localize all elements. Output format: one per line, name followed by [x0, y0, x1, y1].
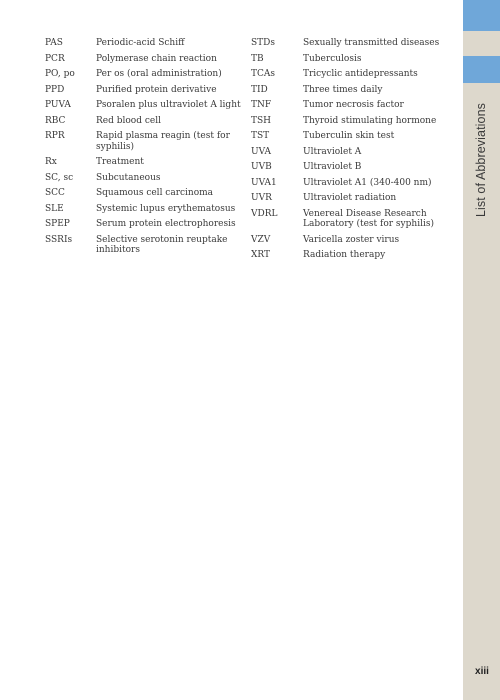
abbreviation-entry: [251, 116, 461, 127]
abbreviation-entry: [45, 100, 250, 111]
abbreviation-list-right: [251, 38, 461, 266]
abbreviation: SSRIs: [45, 234, 73, 245]
abbreviation-definition: Serum protein electrophoresis: [96, 219, 236, 229]
abbreviation-definition: Periodic-acid Schiff: [96, 38, 185, 48]
abbreviation: TCAs: [251, 69, 276, 79]
abbreviation-entry: [251, 54, 461, 65]
abbreviation-definition: Three times daily: [303, 84, 383, 95]
abbreviation-definition: Rapid plasma reagin (test for syphilis): [96, 131, 230, 152]
abbreviation: XRT: [251, 250, 271, 260]
abbreviation: SLE: [45, 203, 64, 214]
abbreviation-entry: [251, 38, 461, 49]
abbreviation-definition: Varicella zoster virus: [303, 234, 400, 245]
abbreviation-entry: [251, 69, 461, 80]
abbreviation: UVR: [251, 193, 272, 203]
abbreviation: RPR: [45, 131, 65, 141]
abbreviation: SCC: [45, 188, 65, 198]
abbreviation-definition: Treatment: [96, 157, 144, 167]
abbreviation-definition: Tricyclic antidepressants: [303, 69, 418, 79]
abbreviation-definition: Subcutaneous: [96, 172, 161, 183]
abbreviation-definition: Tumor necrosis factor: [303, 100, 404, 110]
abbreviation-entry: [251, 100, 461, 111]
abbreviation-definition: Per os (oral administration): [96, 69, 222, 79]
abbreviation-entry: [45, 85, 250, 96]
abbreviation-definition: Ultraviolet radiation: [303, 193, 397, 203]
abbreviation-definition: Purified protein derivative: [96, 84, 217, 95]
abbreviation-entry: [251, 131, 461, 142]
abbreviation-entry: [251, 147, 461, 158]
abbreviation-definition: Selective serotonin reuptake inhibitors: [96, 234, 228, 255]
abbreviation-definition: Tuberculosis: [303, 53, 362, 64]
abbreviation-entry: [45, 69, 250, 80]
abbreviation: PUVA: [45, 100, 71, 110]
abbreviation-entry: [251, 178, 461, 189]
abbreviation-entry: [251, 209, 461, 230]
abbreviation-entry: [45, 131, 250, 152]
abbreviation-definition: Red blood cell: [96, 115, 161, 126]
abbreviation: UVB: [251, 162, 272, 172]
abbreviation-entry: [45, 54, 250, 65]
abbreviation-definition: Polymerase chain reaction: [96, 53, 217, 64]
abbreviation: PCR: [45, 53, 65, 64]
abbreviation-entry: [251, 162, 461, 173]
abbreviation: TSH: [251, 115, 272, 126]
abbreviation-definition: Squamous cell carcinoma: [96, 188, 214, 198]
abbreviation: TNF: [251, 100, 272, 110]
abbreviation-definition: Sexually transmitted diseases: [303, 38, 440, 48]
abbreviation-entry: [45, 38, 250, 49]
abbreviation-entry: [45, 235, 250, 256]
abbreviation-definition: Tuberculin skin test: [303, 131, 395, 141]
abbreviation-definition: Thyroid stimulating hormone: [303, 115, 437, 126]
abbreviation-definition: Venereal Disease Research Laboratory (test for syphilis): [303, 208, 434, 229]
section-tab-top: [463, 0, 500, 31]
abbreviation: Rx: [45, 157, 57, 167]
page-number: xiii: [475, 666, 489, 677]
abbreviation-definition: Psoralen plus ultraviolet A light: [96, 100, 241, 110]
abbreviation-entry: [45, 116, 250, 127]
abbreviation: TB: [251, 53, 264, 64]
abbreviation-entry: [251, 250, 461, 261]
abbreviation: RBC: [45, 115, 66, 126]
abbreviation: SPEP: [45, 219, 70, 229]
abbreviation: TST: [251, 131, 270, 141]
abbreviation-entry: [251, 193, 461, 204]
abbreviation-definition: Ultraviolet B: [303, 162, 362, 172]
abbreviation-list-left: [45, 38, 250, 261]
abbreviation: SC, sc: [45, 172, 74, 183]
abbreviation-entry: [45, 173, 250, 184]
abbreviation-entry: [45, 204, 250, 215]
abbreviation: TID: [251, 84, 268, 95]
abbreviation: PPD: [45, 84, 65, 95]
abbreviation-entry: [251, 235, 461, 246]
abbreviation: VZV: [251, 234, 271, 245]
section-tab-current: [463, 56, 500, 83]
sidebar-title: List of Abbreviations: [474, 103, 488, 217]
abbreviation: STDs: [251, 38, 276, 48]
abbreviation: VDRL: [251, 208, 278, 219]
abbreviation-entry: [45, 188, 250, 199]
abbreviation-definition: Ultraviolet A: [303, 146, 362, 157]
abbreviation-definition: Systemic lupus erythematosus: [96, 203, 236, 214]
abbreviation-entry: [251, 85, 461, 96]
abbreviation: PAS: [45, 38, 63, 48]
abbreviation: UVA: [251, 146, 271, 157]
abbreviation-definition: Radiation therapy: [303, 250, 386, 260]
abbreviation-entry: [45, 157, 250, 168]
abbreviation: UVA1: [251, 177, 277, 188]
abbreviation: PO, po: [45, 69, 75, 79]
abbreviation-definition: Ultraviolet A1 (340-400 nm): [303, 177, 432, 188]
abbreviation-entry: [45, 219, 250, 230]
